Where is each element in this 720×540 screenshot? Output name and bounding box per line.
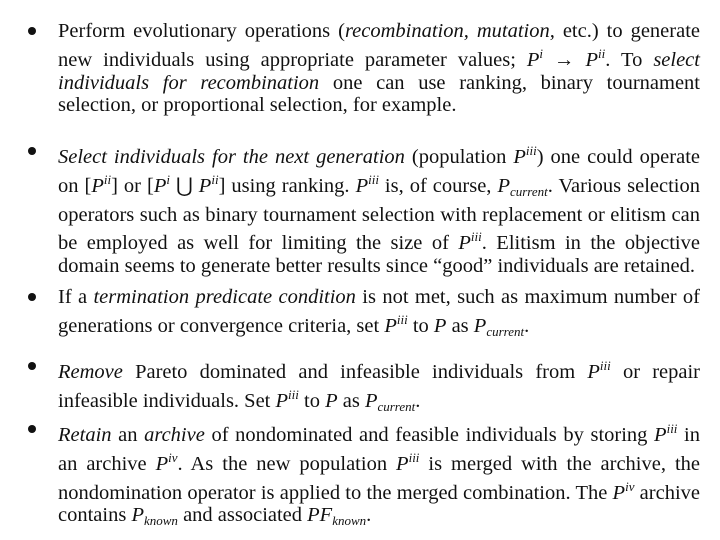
math-symbol: P bbox=[91, 174, 104, 197]
bullet-text bbox=[58, 20, 700, 117]
emphasis-text: select individuals for recombination bbox=[58, 48, 700, 94]
text-run: Pareto dominated and infeasible individuals from bbox=[122, 361, 588, 383]
math-symbol: P bbox=[275, 389, 289, 412]
subscript: current bbox=[486, 323, 525, 339]
bullet-dot-icon bbox=[28, 362, 36, 370]
subscript: current bbox=[377, 398, 416, 414]
text-run: Perform evolutionary operations ( bbox=[58, 20, 345, 42]
math-symbol: P bbox=[155, 452, 169, 475]
text-run: ] or [ bbox=[111, 174, 154, 197]
text-run: to bbox=[407, 314, 434, 337]
superscript: iii bbox=[396, 311, 408, 327]
text-run: to bbox=[298, 389, 326, 412]
math-symbol: P bbox=[612, 481, 626, 504]
text-run: is not met, such as maximum number of generations or convergence criteria, set bbox=[58, 286, 700, 337]
superscript: iv bbox=[625, 478, 635, 494]
math-symbol: P bbox=[396, 452, 409, 475]
bullet-text bbox=[58, 355, 700, 419]
superscript: iii bbox=[599, 358, 611, 373]
math-symbol: P bbox=[433, 314, 447, 337]
math-symbol: PF bbox=[307, 504, 333, 527]
superscript: ii bbox=[598, 45, 606, 61]
text-run: . Various selection operators such as binary tournament selection with replacement or elitism can be employed as well for limiting the size of bbox=[58, 174, 701, 255]
emphasis-text: archive bbox=[144, 424, 205, 446]
text-run: ] using ranking. bbox=[218, 174, 356, 197]
math-symbol: P bbox=[355, 174, 369, 197]
superscript: iii bbox=[525, 143, 537, 158]
text-run: → bbox=[543, 48, 586, 71]
superscript: iii bbox=[368, 171, 379, 187]
emphasis-text: termination predicate condition bbox=[93, 286, 356, 308]
math-symbol: P bbox=[364, 389, 378, 412]
text-run: ⋃ bbox=[169, 174, 199, 197]
bullet-text bbox=[58, 140, 700, 278]
emphasis-text: recombination, mutation, bbox=[344, 20, 555, 42]
superscript: iii bbox=[288, 386, 299, 402]
math-symbol: P bbox=[513, 146, 526, 168]
text-run: If a bbox=[58, 286, 94, 308]
superscript: iv bbox=[168, 449, 178, 465]
text-run: an bbox=[111, 424, 145, 446]
text-run: . bbox=[366, 504, 372, 527]
math-symbol: P bbox=[473, 314, 487, 337]
text-run: and associated bbox=[177, 504, 308, 527]
emphasis-text: Select individuals for the next generation bbox=[58, 146, 405, 168]
math-symbol: P bbox=[384, 314, 397, 337]
math-symbol: P bbox=[585, 48, 599, 71]
bullet-dot-icon bbox=[28, 27, 36, 35]
subscript: known bbox=[332, 513, 367, 529]
bullet-text bbox=[58, 418, 700, 533]
text-run: one can use ranking, binary tournament selection, or proportional selection, for example. bbox=[58, 71, 700, 117]
bullet-dot-icon bbox=[28, 147, 36, 155]
superscript: i bbox=[539, 45, 544, 61]
math-symbol: P bbox=[654, 424, 667, 446]
superscript: ii bbox=[211, 171, 219, 187]
text-run: . To bbox=[605, 48, 654, 71]
text-run: . As the new population bbox=[177, 452, 397, 475]
text-run: . bbox=[415, 389, 421, 412]
text-run: in an archive bbox=[58, 424, 700, 475]
subscript: current bbox=[509, 183, 548, 199]
math-symbol: P bbox=[153, 174, 167, 197]
math-symbol: P bbox=[131, 504, 144, 527]
math-symbol: P bbox=[325, 389, 338, 412]
superscript: i bbox=[166, 171, 170, 187]
text-run: of nondominated and feasible individuals by storing bbox=[204, 424, 655, 446]
superscript: iii bbox=[408, 449, 420, 465]
math-symbol: P bbox=[458, 232, 471, 255]
subscript: known bbox=[143, 513, 178, 529]
text-run: as bbox=[337, 389, 365, 412]
emphasis-text: Remove bbox=[58, 361, 123, 383]
math-symbol: P bbox=[526, 48, 540, 71]
text-run: archive contains bbox=[58, 481, 700, 527]
bullet-dot-icon bbox=[28, 293, 36, 301]
text-run: ) one could operate on [ bbox=[58, 146, 700, 197]
bullet-dot-icon bbox=[28, 425, 36, 433]
text-run: . bbox=[524, 314, 530, 337]
text-run: as bbox=[446, 314, 474, 337]
math-symbol: P bbox=[587, 361, 600, 383]
emphasis-text: Retain bbox=[58, 424, 112, 446]
text-run: or repair infeasible individuals. Set bbox=[58, 361, 701, 412]
bullet-text bbox=[58, 286, 700, 344]
superscript: iii bbox=[470, 229, 482, 245]
math-symbol: P bbox=[497, 174, 510, 197]
math-symbol: P bbox=[198, 174, 212, 197]
text-run: etc.) to generate new individuals using appropriate parameter values; bbox=[58, 20, 700, 71]
superscript: iii bbox=[666, 421, 678, 436]
text-run: . Elitism in the objective domain seems to generate better results since “good” individuals are retained. bbox=[58, 232, 700, 278]
text-run: is, of course, bbox=[378, 174, 498, 197]
text-run: (population bbox=[404, 146, 514, 168]
text-run: is merged with the archive, the nondomination operator is applied to the merged combination. The bbox=[58, 452, 700, 504]
superscript: ii bbox=[103, 171, 112, 187]
